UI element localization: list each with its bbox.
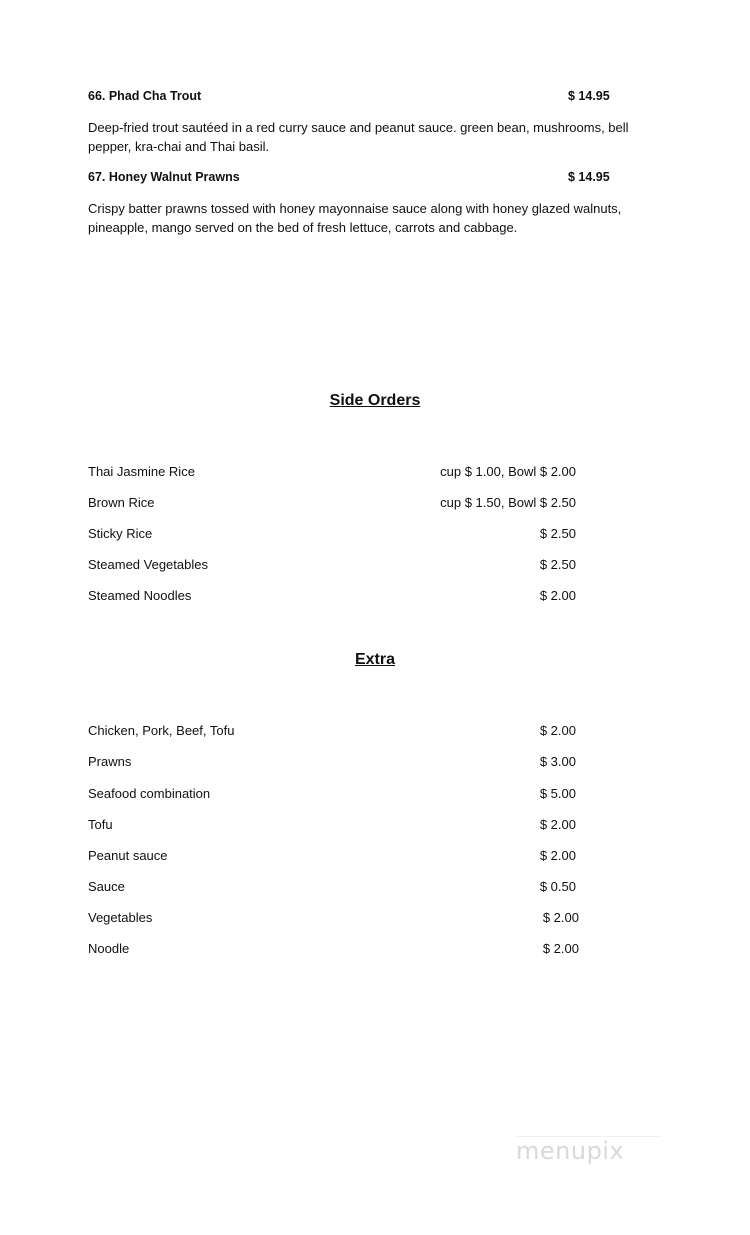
extra-price: $ 2.00 — [539, 848, 576, 863]
extra-name: Chicken, Pork, Beef, Tofu — [88, 723, 235, 738]
extra-name: Tofu — [88, 817, 113, 832]
side-order-name: Steamed Vegetables — [88, 557, 208, 572]
extra-name: Noodle — [88, 941, 130, 956]
extra-price: $ 5.00 — [539, 786, 576, 801]
extra-name: Seafood combination — [88, 786, 211, 801]
dish-price: $ 14.95 — [568, 170, 610, 184]
side-order-name: Sticky Rice — [88, 526, 153, 541]
side-order-price: $ 2.50 — [539, 557, 576, 572]
side-order-price: $ 2.00 — [539, 588, 576, 603]
side-order-price: cup $ 1.00, Bowl $ 2.00 — [440, 464, 576, 479]
menupix-watermark: menupix — [516, 1136, 662, 1171]
extra-name: Vegetables — [88, 910, 153, 925]
extra-price: $ 2.00 — [539, 817, 576, 832]
side-order-name: Thai Jasmine Rice — [88, 464, 195, 479]
side-orders-title: Side Orders — [329, 392, 421, 409]
extra-name: Sauce — [88, 879, 125, 894]
extra-title: Extra — [354, 651, 396, 668]
side-order-name: Brown Rice — [88, 495, 155, 510]
side-order-name: Steamed Noodles — [88, 588, 192, 603]
extra-name: Prawns — [88, 754, 132, 769]
extra-price: $ 2.00 — [542, 910, 579, 925]
extra-price: $ 3.00 — [539, 754, 576, 769]
extra-price: $ 0.50 — [539, 879, 576, 894]
dish-name: 67. Honey Walnut Prawns — [88, 170, 240, 184]
dish-price: $ 14.95 — [568, 89, 610, 103]
extra-price: $ 2.00 — [542, 941, 579, 956]
extra-name: Peanut sauce — [88, 848, 168, 863]
dish-name: 66. Phad Cha Trout — [88, 89, 202, 103]
extra-price: $ 2.00 — [539, 723, 576, 738]
dish-description: Crispy batter prawns tossed with honey mayonnaise sauce along with honey glazed walnuts, pineapple, mango served on the bed of fresh lettuce, carrots and cabbage. — [88, 201, 622, 235]
dish-description: Deep-fried trout sautéed in a red curry sauce and peanut sauce. green bean, mushrooms, bell pepper, kra-chai and Thai basil. — [88, 120, 629, 154]
side-order-price: cup $ 1.50, Bowl $ 2.50 — [440, 495, 576, 510]
side-order-price: $ 2.50 — [539, 526, 576, 541]
